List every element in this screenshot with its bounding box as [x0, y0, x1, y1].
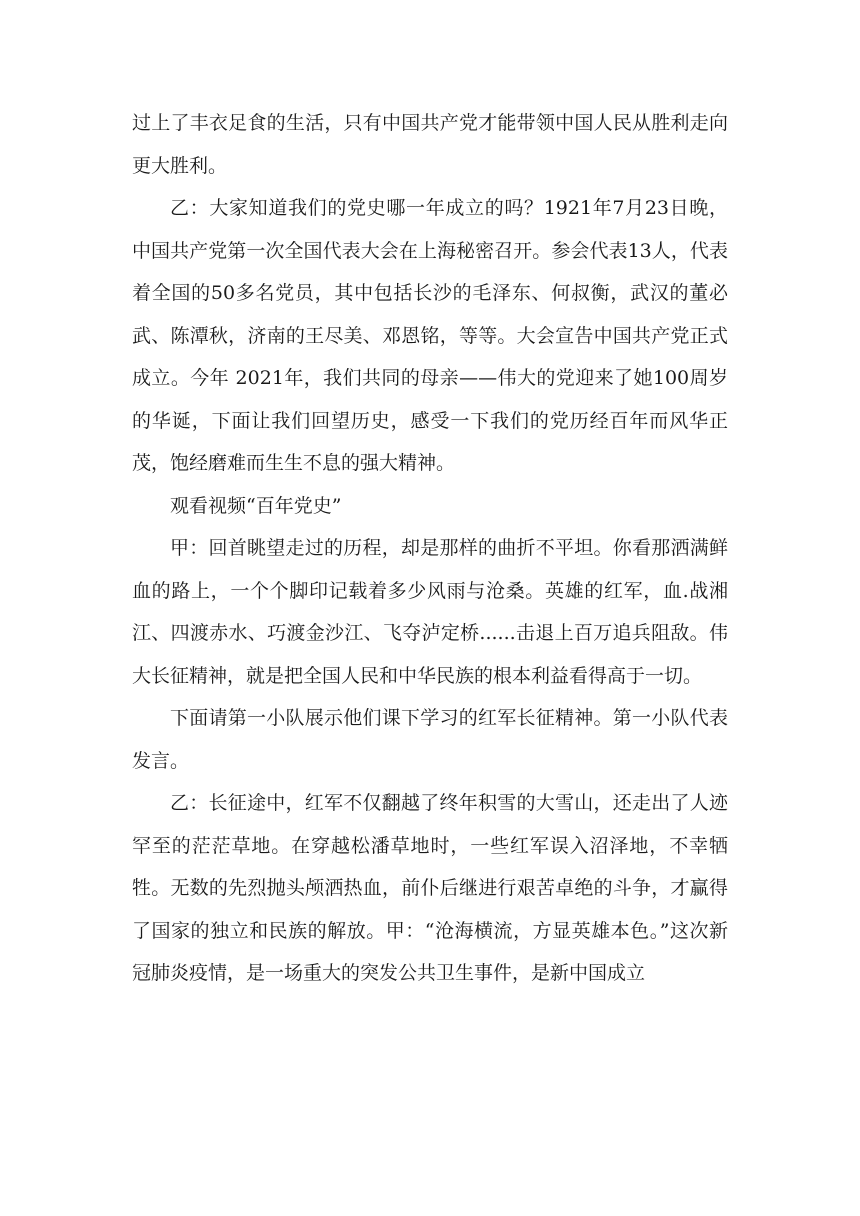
- paragraph-4: 甲：回首眺望走过的历程，却是那样的曲折不平坦。你看那洒满鲜血的路上，一个个脚印记载着多少风雨与沧桑。英雄的红军，血.战湘江、四渡赤水、巧渡金沙江、飞夺泸定桥......击退上百万追兵阻敌。伟大长征精神，就是把全国人民和中华民族的根本利益看得高于一切。: [132, 537, 728, 687]
- paragraph-5: 下面请第一小队展示他们课下学习的红军长征精神。第一小队代表发言。: [132, 707, 728, 772]
- paragraph-1: 过上了丰衣足食的生活，只有中国共产党才能带领中国人民从胜利走向更大胜利。: [132, 112, 728, 177]
- paragraph-2: 乙：大家知道我们的党史哪一年成立的吗？1921年7月23日晚，中国共产党第一次全国代表大会在上海秘密召开。参会代表13人，代表着全国的50多名党员，其中包括长沙的毛泽东、何叔衡，武汉的董必武、陈潭秋，济南的王尽美、邓恩铭，等等。大会宣告中国共产党正式成立。今年 2021年，我们共同的母亲——伟大的党迎来了她100周岁的华诞，下面让我们回望历史，感受一下我们的党历经百年而风华正茂，饱经磨难而生生不息的强大精神。: [132, 197, 728, 474]
- paragraph-3: 观看视频“百年党史”: [170, 494, 342, 517]
- document-body: [132, 102, 728, 995]
- paragraph-6: 乙：长征途中，红军不仅翻越了终年积雪的大雪山，还走出了人迹罕至的茫茫草地。在穿越松潘草地时，一些红军误入沼泽地，不幸牺牲。无数的先烈抛头颅洒热血，前仆后继进行艰苦卓绝的斗争，才赢得了国家的独立和民族的解放。甲：“沧海横流，方显英雄本色。”这次新冠肺炎疫情，是一场重大的突发公共卫生事件，是新中国成立: [132, 792, 728, 984]
